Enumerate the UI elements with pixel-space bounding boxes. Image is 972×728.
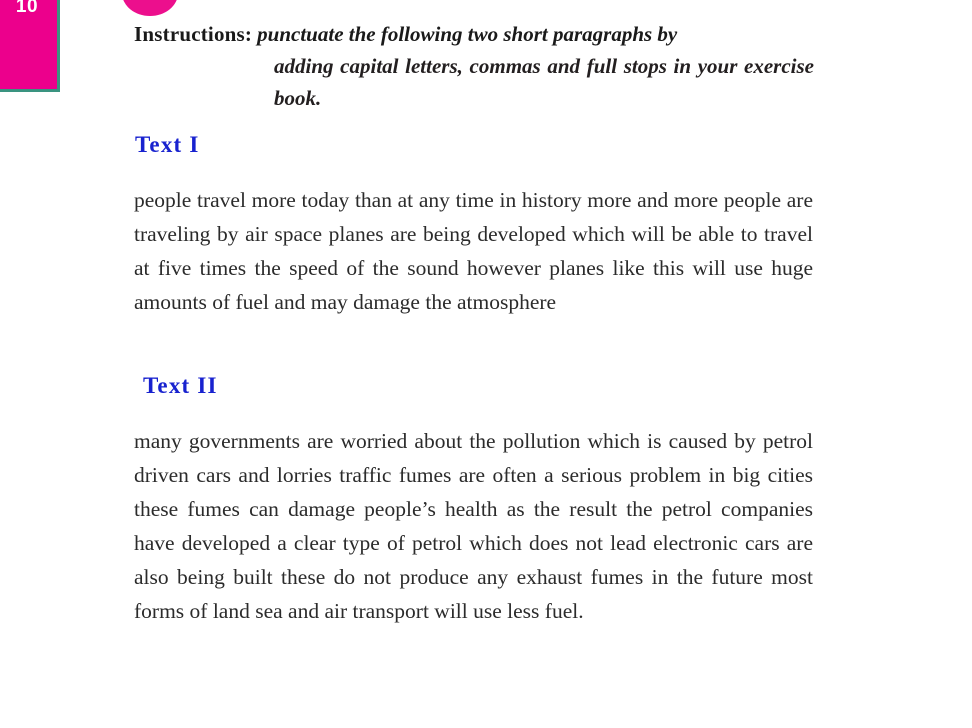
instructions-line-one-text: [252, 22, 677, 46]
section-paragraph-text-1: people travel more today than at any time in history more and more people are traveling by air space planes are being developed which will be able to travel at five times the speed of the sound however planes like this will use huge amounts of fuel and may damage the atmosphere: [134, 188, 813, 314]
section-paragraph-text-2: many governments are worried about the pollution which is caused by petrol driven cars and lorries traffic fumes are often a serious problem in big cities these fumes can damage people’s health as the result the petrol companies have developed a clear type of petrol which does not lead electronic cars are also being built these do not produce any exhaust fumes in the future most forms of land sea and air transport will use less fuel.: [134, 429, 813, 623]
magenta-circle-decoration-icon: [122, 0, 178, 16]
section-heading-text-1: Text I: [135, 132, 200, 157]
instructions-line-one-wrapper: [134, 18, 814, 50]
instructions-line-one-value: punctuate the following two short paragraphs by: [257, 22, 678, 46]
slide-number-badge: [0, 0, 60, 92]
instructions-label: Instructions: [134, 22, 245, 46]
slide-number-label: 10: [15, 0, 39, 17]
instructions-block: [134, 18, 814, 114]
instructions-separator: :: [244, 22, 252, 46]
instructions-remaining-text: adding capital letters, commas and full stops in your exercise book.: [274, 54, 814, 110]
instructions-first-line: [134, 18, 814, 50]
section-heading-text-2: Text II: [143, 373, 218, 398]
